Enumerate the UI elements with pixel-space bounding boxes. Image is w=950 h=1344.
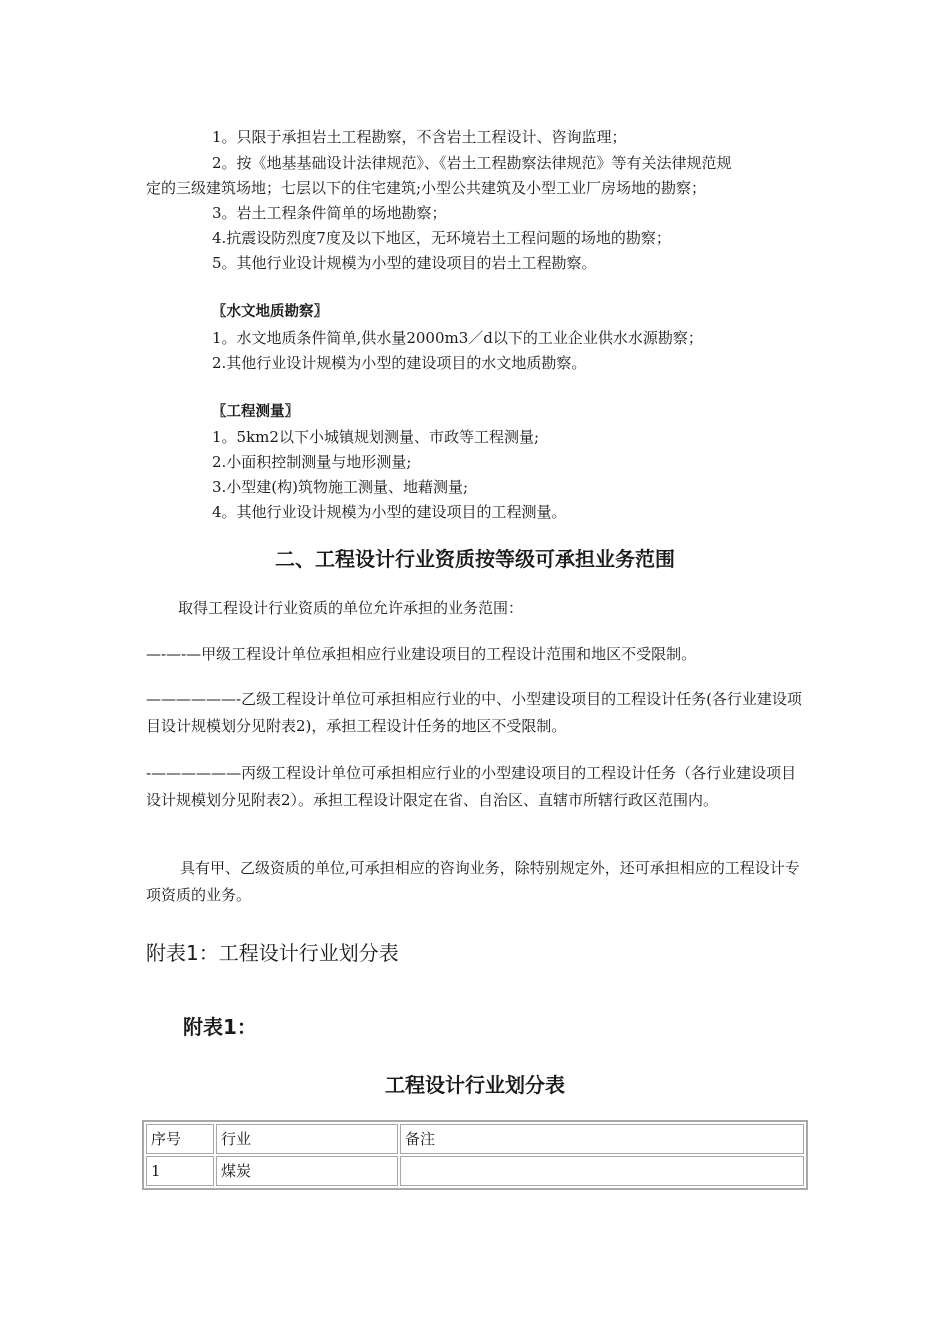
grade-c-text: -——————丙级工程设计单位可承担相应行业的小型建设项目的工程设计任务（各行业建设项目设计规模划分见附表2）。承担工程设计限定在省、自治区、直辖市所辖行政区范围内。 bbox=[146, 764, 797, 809]
survey-heading: 〖工程测量〗 bbox=[212, 404, 299, 420]
survey-item-4: 4。其他行业设计规模为小型的建设项目的工程测量。 bbox=[212, 503, 567, 521]
survey-item-3: 3.小型建(构)筑物施工测量、地藉测量; bbox=[212, 478, 469, 496]
qualification-note: 具有甲、乙级资质的单位,可承担相应的咨询业务，除特别规定外，还可承担相应的工程设计专项资质的业务。 bbox=[146, 859, 800, 904]
section-2-title: 二、工程设计行业资质按等级可承担业务范围 bbox=[275, 547, 675, 571]
column-header-remark: 备注 bbox=[400, 1124, 804, 1154]
industry-table bbox=[142, 1120, 808, 1190]
survey-item-1: 1。5km2以下小城镇规划测量、市政等工程测量; bbox=[212, 428, 539, 446]
grade-b-text: ——————-乙级工程设计单位可承担相应行业的中、小型建设项目的工程设计任务(各行业建设项目设计规模划分见附表2)，承担工程设计任务的地区不受限制。 bbox=[146, 690, 802, 735]
geotech-item-1: 1。只限于承担岩土工程勘察，不含岩土工程设计、咨询监理； bbox=[212, 128, 627, 146]
geotech-item-3: 3。岩土工程条件简单的场地勘察； bbox=[212, 204, 447, 222]
appendix-1-label: 附表1： bbox=[183, 1015, 257, 1039]
hydro-item-2: 2.其他行业设计规模为小型的建设项目的水文地质勘察。 bbox=[212, 354, 587, 372]
table-cell-remark bbox=[400, 1156, 804, 1186]
geotech-item-4: 4.抗震设防烈度7度及以下地区，无环境岩土工程问题的场地的勘察； bbox=[212, 229, 671, 247]
appendix-1-heading: 附表1：工程设计行业划分表 bbox=[146, 941, 399, 965]
table-row bbox=[146, 1156, 804, 1186]
table-cell-industry: 煤炭 bbox=[216, 1156, 398, 1186]
geotech-item-2-cont: 定的三级建筑场地；七层以下的住宅建筑;小型公共建筑及小型工业厂房场地的勘察； bbox=[146, 179, 707, 197]
table-header-row bbox=[146, 1124, 804, 1154]
table-title: 工程设计行业划分表 bbox=[385, 1073, 565, 1097]
section-2-intro: 取得工程设计行业资质的单位允许承担的业务范围： bbox=[178, 599, 524, 617]
hydro-heading: 〖水文地质勘察〗 bbox=[212, 304, 328, 320]
geotech-item-2: 2。按《地基基础设计法律规范》、《岩土工程勘察法律规范》等有关法律规范规 bbox=[212, 154, 732, 172]
column-header-industry: 行业 bbox=[216, 1124, 398, 1154]
column-header-number: 序号 bbox=[146, 1124, 214, 1154]
geotech-item-5: 5。其他行业设计规模为小型的建设项目的岩土工程勘察。 bbox=[212, 254, 597, 272]
grade-a-text: —-—-—甲级工程设计单位承担相应行业建设项目的工程设计范围和地区不受限制。 bbox=[146, 645, 697, 663]
survey-item-2: 2.小面积控制测量与地形测量; bbox=[212, 453, 412, 471]
hydro-item-1: 1。水文地质条件简单,供水量2000m3／d以下的工业企业供水水源勘察； bbox=[212, 329, 703, 347]
table-cell-number: 1 bbox=[146, 1156, 214, 1186]
